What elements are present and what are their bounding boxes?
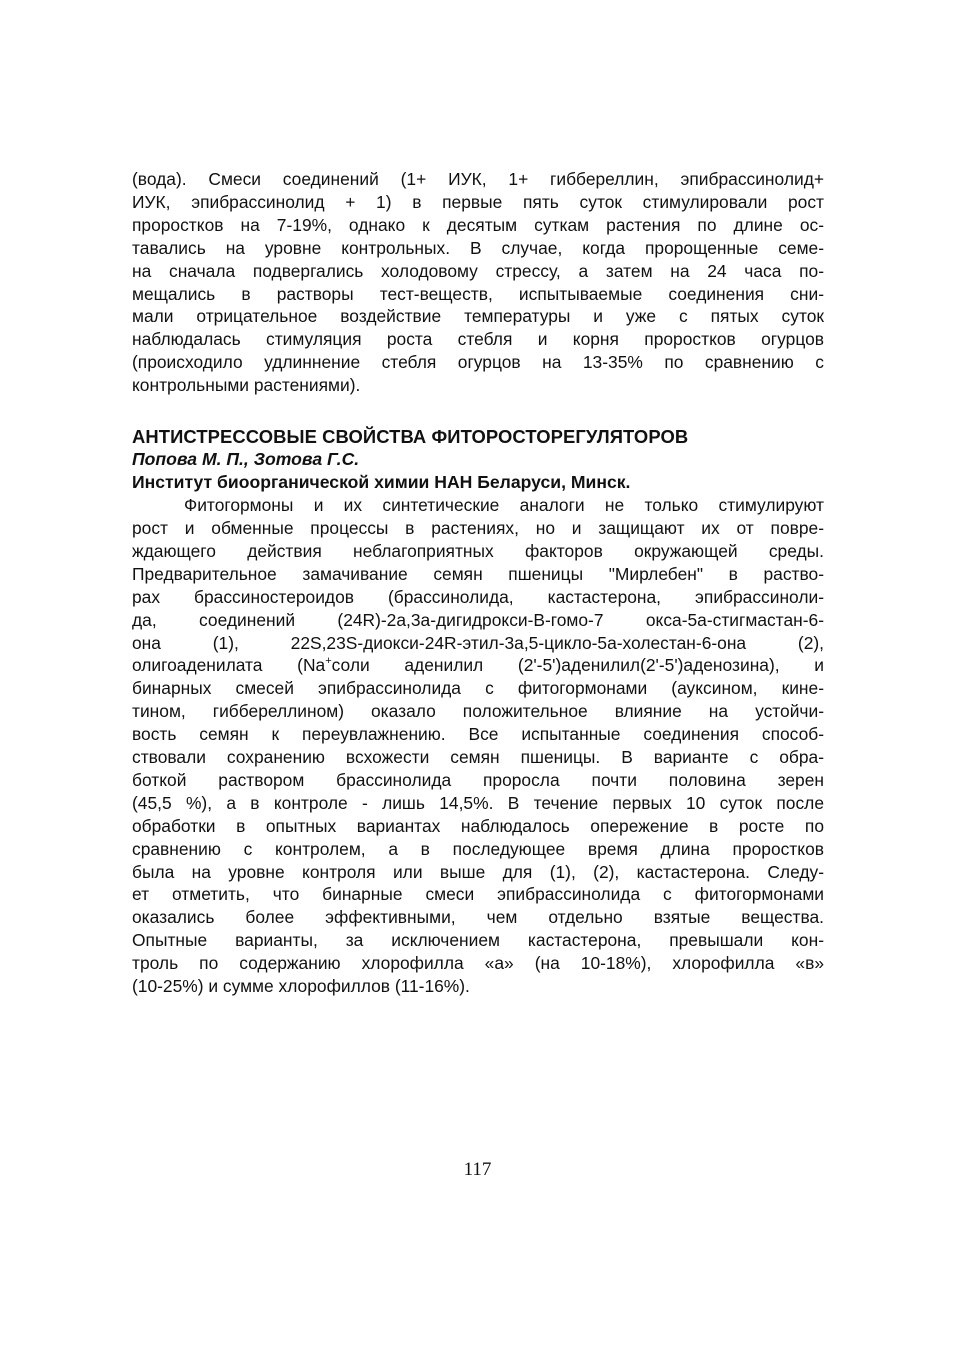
text-line: (10-25%) и сумме хлорофиллов (11-16%).	[132, 976, 470, 997]
article-body	[132, 494, 824, 998]
text-line: обработки в опытных вариантах наблюдалось опережение в росте по	[132, 815, 824, 836]
text-fragment: олигоаденилата (Na	[132, 655, 326, 676]
text-line: мали отрицательное воздействие температуры и уже с пятых суток	[132, 306, 824, 327]
text-line: Предварительное замачивание семян пшеницы "Мирлебен" в раство-	[132, 563, 824, 584]
text-line: оказались более эффективными, чем отдельно взятые вещества.	[132, 907, 824, 928]
text-line: (вода). Смеси соединений (1+ ИУК, 1+ гиббереллин, эпибрассинолид+	[132, 169, 824, 189]
text-line: троль по содержанию хлорофилла «а» (на 10-18%), хлорофилла «в»	[132, 953, 824, 974]
text-line	[132, 654, 824, 677]
text-line: Фитогормоны и их синтетические аналоги не только стимулируют	[184, 495, 824, 516]
text-line: ждающего действия неблагоприятных факторов окружающей среды.	[132, 540, 824, 561]
text-line: была на уровне контроля или выше для (1), (2), кастастерона. Следу-	[132, 861, 824, 882]
text-line: контрольными растениями).	[132, 375, 361, 396]
text-line: бинарных смесей эпибрассинолида с фитогормонами (ауксином, кине-	[132, 678, 824, 699]
text-line: проростков на 7-19%, однако к десятым суткам растения по длине ос-	[132, 214, 824, 235]
article-title: АНТИСТРЕССОВЫЕ СВОЙСТВА ФИТОРОСТОРЕГУЛЯТОРОВ	[132, 426, 689, 448]
text-line: ет отметить, что бинарные смеси эпибрассинолида с фитогормонами	[132, 884, 824, 905]
superscript-plus: +	[325, 655, 332, 668]
text-line: сравнению с контролем, а в последующее время длина проростков	[132, 838, 824, 859]
text-line: да, соединений (24R)-2а,3а-дигидрокси-В-гомо-7 окса-5а-стигмастан-6-	[132, 609, 824, 630]
text-line: она (1), 22S,23S-диокси-24R-этил-3а,5-цикло-5а-холестан-6-она (2),	[132, 632, 824, 653]
text-line: (45,5 %), а в контроле - лишь 14,5%. В течение первых 10 суток после	[132, 792, 824, 813]
text-column	[132, 168, 824, 998]
text-line: тином, гиббереллином) оказало положительное влияние на устойчи-	[132, 701, 824, 722]
text-line: ствовали сохранению всхожести семян пшеницы. В варианте с обра-	[132, 747, 824, 768]
text-line: ИУК, эпибрассинолид + 1) в первые пять суток стимулировали рост	[132, 191, 824, 212]
page-number: 117	[463, 1159, 492, 1180]
text-line: боткой раствором брассинолида проросла почти половина зерен	[132, 769, 824, 790]
text-line: вость семян к переувлажнению. Все испытанные соединения способ-	[132, 724, 824, 745]
text-line: наблюдалась стимуляция роста стебля и корня проростков огурцов	[132, 329, 824, 350]
text-line: Опытные варианты, за исключением кастастерона, превышали кон-	[132, 930, 824, 951]
text-line: рах брассиностероидов (брассинолида, кастастерона, эпибрассиноли-	[132, 586, 824, 607]
text-fragment: соли аденилил (2'-5')аденилил(2'-5')аденозина), и	[331, 655, 825, 676]
text-line: на сначала подвергались холодовому стрессу, а затем на 24 часа по-	[132, 260, 824, 281]
intro-paragraph	[132, 168, 824, 397]
text-line: мещались в растворы тест-веществ, испытываемые соединения сни-	[132, 283, 824, 304]
text-line: тавались на уровне контрольных. В случае, когда пророщенные семе-	[132, 237, 824, 258]
article-institute: Институт биоорганической химии НАН Беларуси, Минск.	[132, 472, 631, 493]
text-line: (происходило удлиннение стебля огурцов на 13-35% по сравнению с	[132, 352, 824, 373]
text-line: рост и обменные процессы в растениях, но и защищают их от повре-	[132, 517, 824, 538]
article-authors: Попова М. П., Зотова Г.С.	[132, 449, 360, 470]
